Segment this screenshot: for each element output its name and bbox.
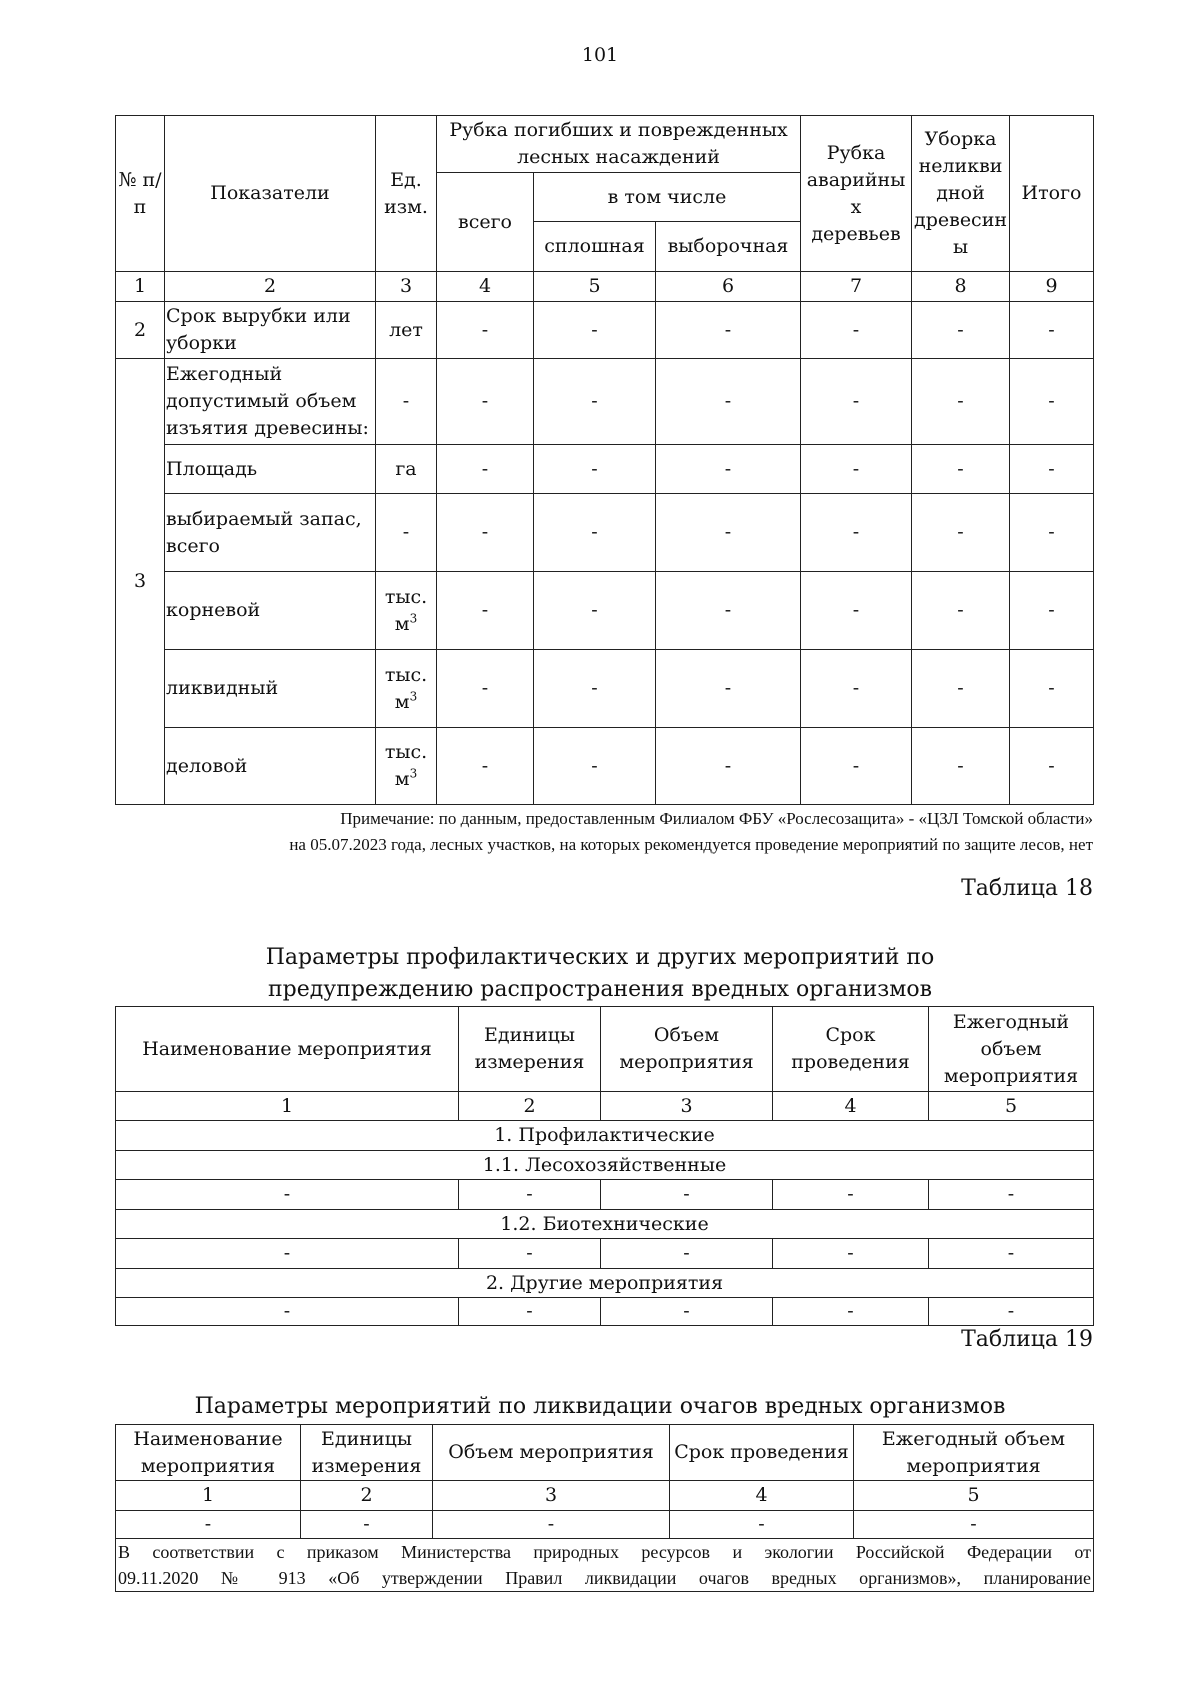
row-name: корневой (165, 572, 376, 650)
cell: - (656, 494, 801, 572)
cell: - (656, 728, 801, 805)
header-num: № п/п (116, 116, 165, 272)
col-number: 6 (656, 272, 801, 302)
cell: - (437, 445, 534, 494)
cell: - (433, 1511, 670, 1539)
col-number: 2 (165, 272, 376, 302)
prevention-table (115, 1006, 1094, 1326)
cell: - (1010, 494, 1094, 572)
table-row (116, 1239, 1094, 1269)
cell: - (912, 494, 1010, 572)
row-unit: - (376, 494, 437, 572)
table-19-label: Таблица 19 (961, 1327, 1093, 1352)
row-name: деловой (165, 728, 376, 805)
cell: - (773, 1180, 929, 1210)
header-clear: сплошная (534, 222, 656, 272)
cell: - (534, 445, 656, 494)
cell: - (116, 1511, 301, 1539)
cell: - (801, 494, 912, 572)
cell: - (912, 728, 1010, 805)
col-number: 3 (601, 1092, 773, 1121)
col-number: 3 (376, 272, 437, 302)
col-number: 8 (912, 272, 1010, 302)
table-row (116, 445, 1094, 494)
cell: - (1010, 728, 1094, 805)
legal-text-line: В соответствии с приказом Министерства природных ресурсов и экологии Российской Федерации от (118, 1542, 1091, 1562)
cell: - (929, 1180, 1094, 1210)
cell: - (116, 1298, 459, 1326)
col-number: 4 (437, 272, 534, 302)
table-row (116, 359, 1094, 445)
col-number: 9 (1010, 272, 1094, 302)
unit-sup: 3 (409, 611, 418, 626)
header-indicators: Показатели (165, 116, 376, 272)
section-heading: 1. Профилактические (116, 1121, 1094, 1151)
header-cell: Срок проведения (670, 1425, 854, 1481)
col-number: 5 (929, 1092, 1094, 1121)
row-unit: лет (376, 302, 437, 359)
col-number: 7 (801, 272, 912, 302)
cell: - (854, 1511, 1094, 1539)
cell: - (534, 494, 656, 572)
header-unit: Ед. изм. (376, 116, 437, 272)
row-name: Площадь (165, 445, 376, 494)
subsection-heading: 1.1. Лесохозяйственные (116, 1151, 1094, 1180)
header-cell: Объем мероприятия (433, 1425, 670, 1481)
header-cell: Единицы измерения (301, 1425, 433, 1481)
header-felling-dead: Рубка погибших и поврежденных лесных насаждений (437, 116, 801, 173)
row-num: 3 (116, 359, 165, 805)
cell: - (437, 359, 534, 445)
table-19-title: Параметры мероприятий по ликвидации очагов вредных организмов (194, 1394, 1006, 1419)
table-18-title-line2: предупреждению распространения вредных организмов (267, 977, 933, 1002)
header-selective: выборочная (656, 222, 801, 272)
cell: - (534, 359, 656, 445)
header-cell: Срок проведения (773, 1007, 929, 1092)
header-cleanup: Уборка неликви дной древесин ы (912, 116, 1010, 272)
row-unit (376, 728, 437, 805)
cell: - (116, 1180, 459, 1210)
col-number: 4 (773, 1092, 929, 1121)
table-row (116, 1180, 1094, 1210)
cell: - (773, 1239, 929, 1269)
unit-text: тыс. м (384, 663, 428, 713)
cell: - (116, 1239, 459, 1269)
header-cell: Наименование мероприятия (116, 1007, 459, 1092)
note-line: на 05.07.2023 года, лесных участков, на которых рекомендуется проведение мероприятий по защите лесов, нет (289, 835, 1093, 854)
row-name: Срок вырубки или уборки (165, 302, 376, 359)
cell: - (437, 728, 534, 805)
row-num: 2 (116, 302, 165, 359)
header-cell: Наименование мероприятия (116, 1425, 301, 1481)
legal-text-line: 09.11.2020 № 913 «Об утверждении Правил ликвидации очагов вредных организмов», планирование (118, 1568, 1091, 1588)
col-number: 1 (116, 1092, 459, 1121)
cell: - (656, 359, 801, 445)
col-number: 2 (301, 1481, 433, 1511)
cell: - (1010, 302, 1094, 359)
header-cell: Объем мероприятия (601, 1007, 773, 1092)
cell: - (929, 1239, 1094, 1269)
cell: - (912, 572, 1010, 650)
cell: - (1010, 650, 1094, 728)
cell: - (801, 572, 912, 650)
col-number: 1 (116, 1481, 301, 1511)
cell: - (601, 1239, 773, 1269)
unit-text: тыс. м (384, 585, 428, 635)
col-number: 2 (459, 1092, 601, 1121)
cell: - (773, 1298, 929, 1326)
col-number: 5 (534, 272, 656, 302)
col-number: 4 (670, 1481, 854, 1511)
cell: - (534, 728, 656, 805)
table-row (116, 728, 1094, 805)
subsection-heading: 1.2. Биотехнические (116, 1210, 1094, 1239)
unit-sup: 3 (409, 766, 418, 781)
unit-sup: 3 (409, 689, 418, 704)
cell: - (437, 572, 534, 650)
cell: - (929, 1298, 1094, 1326)
col-number: 1 (116, 272, 165, 302)
header-total: Итого (1010, 116, 1094, 272)
cell: - (656, 445, 801, 494)
row-unit (376, 572, 437, 650)
cell: - (670, 1511, 854, 1539)
cell: - (301, 1511, 433, 1539)
cell: - (601, 1180, 773, 1210)
table-row (116, 572, 1094, 650)
table-row (116, 650, 1094, 728)
cell: - (801, 445, 912, 494)
cell: - (912, 445, 1010, 494)
cell: - (1010, 445, 1094, 494)
col-number: 3 (433, 1481, 670, 1511)
cell: - (656, 650, 801, 728)
note-line: Примечание: по данным, предоставленным Филиалом ФБУ «Рослесозащита» - «ЦЗЛ Томской области» (340, 809, 1093, 828)
cell: - (437, 302, 534, 359)
cell: - (656, 302, 801, 359)
cell: - (801, 359, 912, 445)
cell: - (1010, 572, 1094, 650)
row-name: Ежегодный допустимый объем изъятия древесины: (165, 359, 376, 445)
col-number: 5 (854, 1481, 1094, 1511)
table-row (116, 494, 1094, 572)
cell: - (912, 359, 1010, 445)
row-name: ликвидный (165, 650, 376, 728)
table-18-label: Таблица 18 (961, 876, 1093, 901)
cell: - (534, 650, 656, 728)
cell: - (1010, 359, 1094, 445)
header-cell: Единицы измерения (459, 1007, 601, 1092)
table-18-title-line1: Параметры профилактических и других мероприятий по (265, 945, 935, 970)
page-number: 101 (581, 44, 619, 66)
table-row (116, 302, 1094, 359)
table-row (116, 1298, 1094, 1326)
felling-table (115, 115, 1094, 805)
unit-text: тыс. м (384, 741, 428, 790)
legal-text (116, 1539, 1094, 1592)
cell: - (801, 728, 912, 805)
cell: - (534, 572, 656, 650)
cell: - (912, 650, 1010, 728)
cell: - (459, 1298, 601, 1326)
header-total-all: всего (437, 173, 534, 272)
cell: - (459, 1180, 601, 1210)
header-cell: Ежегодный объем мероприятия (854, 1425, 1094, 1481)
column-numbers-row (116, 272, 1094, 302)
header-incl: в том числе (534, 173, 801, 222)
cell: - (656, 572, 801, 650)
section-heading: 2. Другие мероприятия (116, 1269, 1094, 1298)
header-emergency: Рубка аварийны х деревьев (801, 116, 912, 272)
table-row (116, 1511, 1094, 1539)
row-unit: га (376, 445, 437, 494)
cell: - (437, 494, 534, 572)
cell: - (801, 302, 912, 359)
cell: - (601, 1298, 773, 1326)
cell: - (437, 650, 534, 728)
cell: - (801, 650, 912, 728)
row-unit (376, 650, 437, 728)
cell: - (534, 302, 656, 359)
elimination-table (115, 1424, 1094, 1592)
header-cell: Ежегодный объем мероприятия (929, 1007, 1094, 1092)
cell: - (459, 1239, 601, 1269)
row-unit: - (376, 359, 437, 445)
row-name: выбираемый запас, всего (165, 494, 376, 572)
table-note (115, 806, 1093, 858)
cell: - (912, 302, 1010, 359)
